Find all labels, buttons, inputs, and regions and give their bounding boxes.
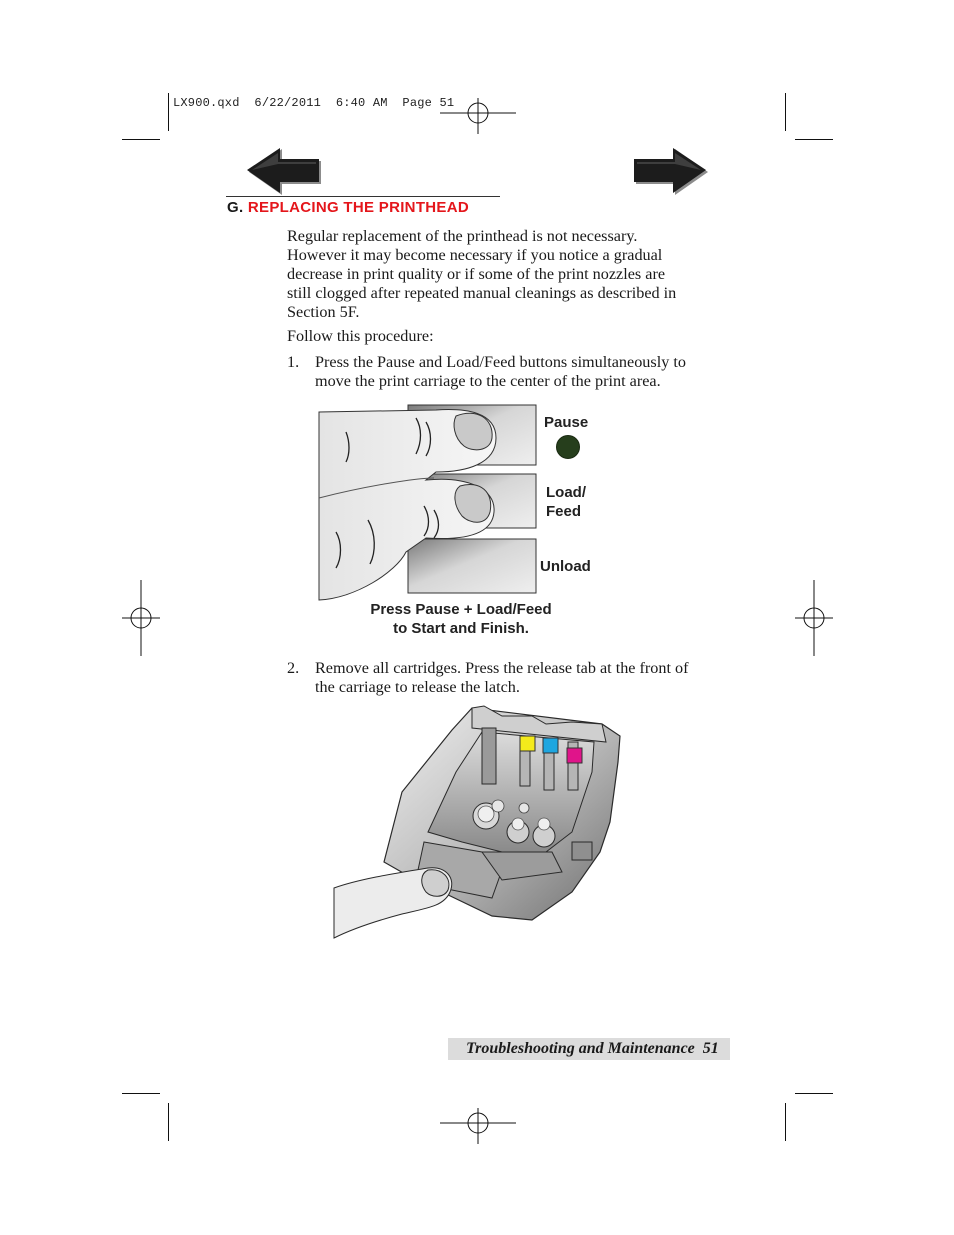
feed-label: Feed xyxy=(546,503,582,520)
section-letter: G. xyxy=(227,199,244,216)
unload-button-key xyxy=(408,539,536,593)
magenta-slot-tab xyxy=(567,748,582,763)
pause-label: Pause xyxy=(544,414,589,431)
intro-line: decrease in print quality or if some of the print nozzles are xyxy=(287,265,666,283)
step-number: 2. xyxy=(287,659,300,677)
pause-led-indicator xyxy=(556,435,580,459)
cyan-slot-tab xyxy=(543,738,558,753)
footer-title: Troubleshooting and Maintenance xyxy=(466,1040,695,1057)
print-slug: LX900.qxd 6/22/2011 6:40 AM Page 51 xyxy=(173,96,455,110)
left-arrow-icon xyxy=(247,148,321,195)
step-number: 1. xyxy=(287,353,300,371)
intro-line: Regular replacement of the printhead is not necessary. xyxy=(287,227,638,245)
unload-label: Unload xyxy=(540,558,591,575)
step-line: Remove all cartridges. Press the release tab at the front of xyxy=(315,659,689,677)
step-line: move the print carriage to the center of the print area. xyxy=(315,372,661,390)
step-text xyxy=(315,353,725,391)
page-footer xyxy=(466,1038,719,1059)
step-text xyxy=(315,659,725,697)
caption-line: to Start and Finish. xyxy=(393,620,529,637)
page-number: 51 xyxy=(702,1040,719,1057)
step-line: the carriage to release the latch. xyxy=(315,678,520,696)
heading-rule xyxy=(226,196,500,197)
yellow-slot-tab xyxy=(520,736,535,751)
step-line: Press the Pause and Load/Feed buttons simultaneously to xyxy=(315,353,686,371)
registration-mark-icon xyxy=(440,1108,516,1144)
intro-line: However it may become necessary if you notice a gradual xyxy=(287,246,663,264)
previous-page-button[interactable] xyxy=(246,148,324,196)
right-arrow-icon xyxy=(634,148,708,195)
registration-mark-icon xyxy=(122,580,160,656)
intro-paragraph xyxy=(287,227,719,322)
next-page-button[interactable] xyxy=(633,148,711,196)
intro-line: Section 5F. xyxy=(287,303,360,321)
intro-line: still clogged after repeated manual cleanings as described in xyxy=(287,284,677,302)
figure-caption xyxy=(343,600,579,638)
control-panel-illustration xyxy=(316,402,548,604)
follow-text: Follow this procedure: xyxy=(287,327,434,345)
caption-line: Press Pause + Load/Feed xyxy=(370,601,552,618)
section-heading xyxy=(227,199,469,216)
registration-mark-icon xyxy=(795,580,833,656)
registration-mark-icon xyxy=(440,98,516,134)
print-carriage-illustration xyxy=(332,702,624,940)
section-title: REPLACING THE PRINTHEAD xyxy=(247,199,469,216)
load-label: Load/ xyxy=(546,484,586,501)
